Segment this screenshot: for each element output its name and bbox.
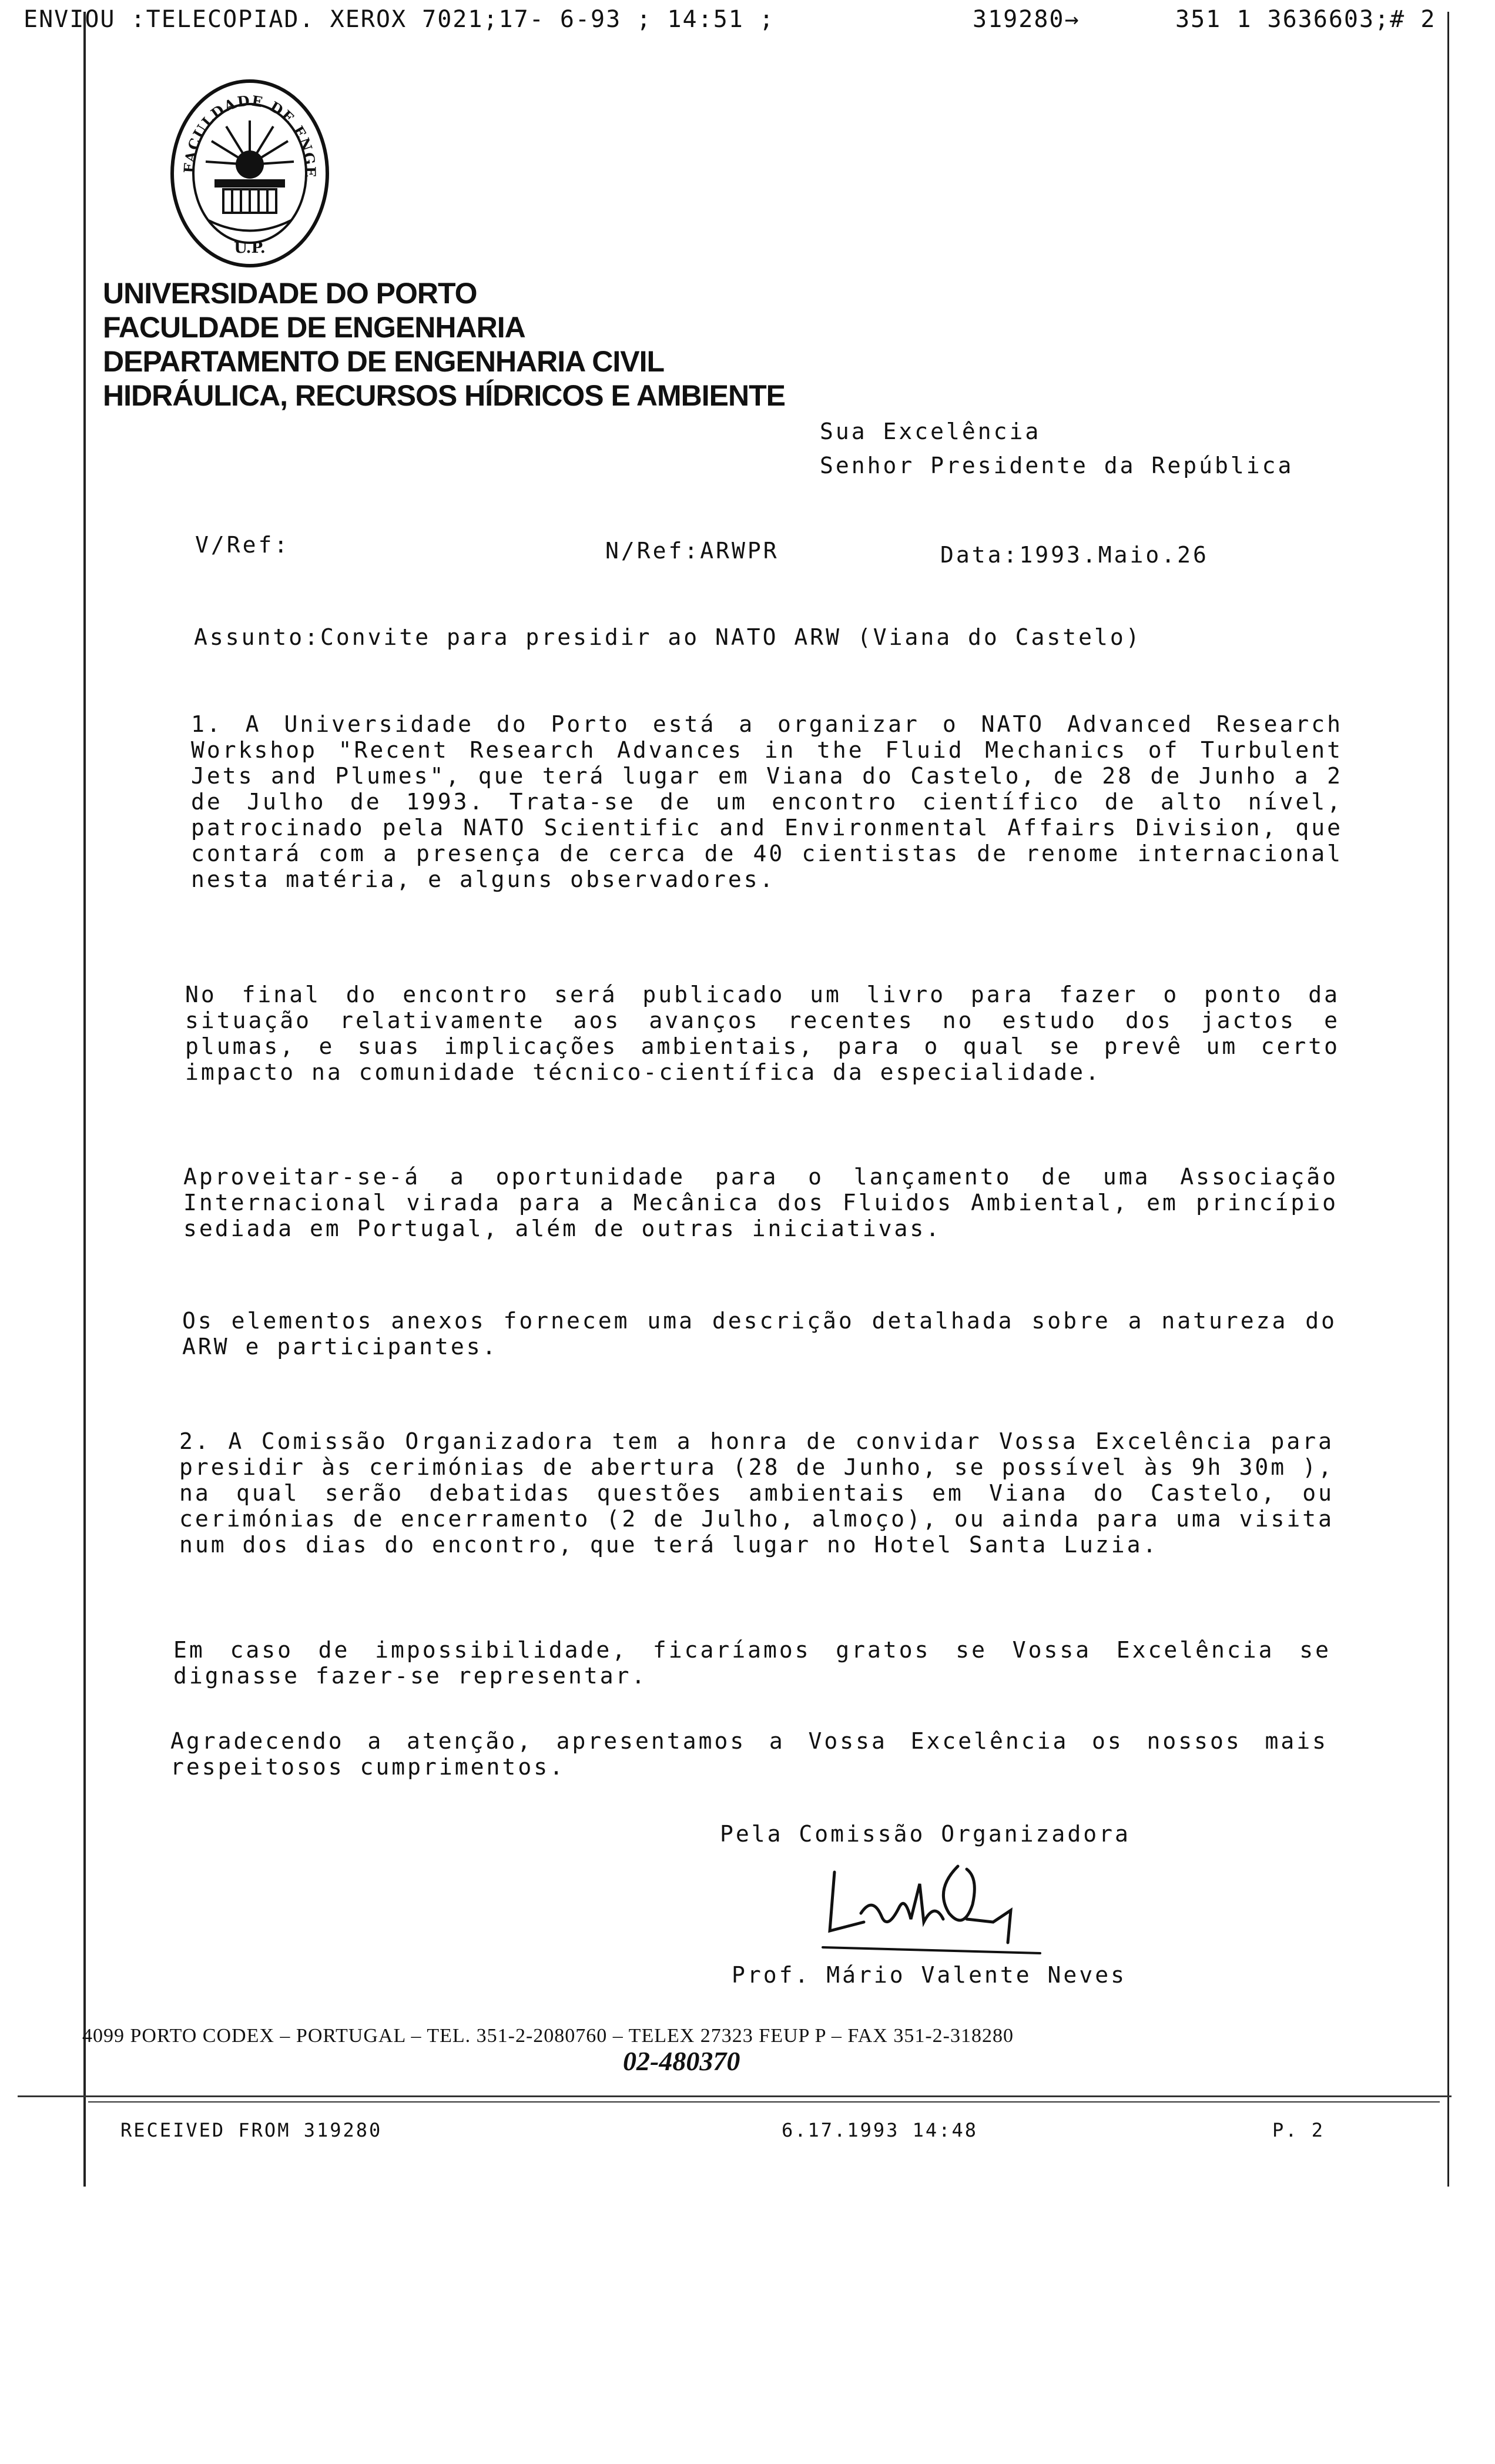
received-top-rule <box>18 2095 1452 2097</box>
footer-address: 4099 PORTO CODEX – PORTUGAL – TEL. 351-2-2080760 – TELEX 27323 FEUP P – FAX 351-2-318280 <box>82 2025 1014 2047</box>
received-top-rule-2 <box>88 2101 1440 2103</box>
closing-line: Pela Comissão Organizadora <box>720 1821 1131 1847</box>
fax-header <box>24 6 1463 41</box>
n-ref: N/Ref:ARWPR <box>605 538 779 564</box>
body-paragraph-7: Agradecendo a atenção, apresentamos a Vossa Excelência os nossos mais respeitosos cumprimentos. <box>170 1728 1328 1780</box>
body-paragraph-3: Aproveitar-se-á a oportunidade para o lançamento de uma Associação Internacional virada para a Mecânica dos Fluidos Ambiental, em princípio sediada em Portugal, além de outras iniciativas. <box>183 1164 1338 1241</box>
university-seal-icon <box>167 76 332 270</box>
letter-date: Data:1993.Maio.26 <box>940 542 1209 568</box>
institution-faculty: FACULDADE DE ENGENHARIA <box>103 311 525 344</box>
institution-section: HIDRÁULICA, RECURSOS HÍDRICOS E AMBIENTE <box>103 379 785 412</box>
signatory-name: Prof. Mário Valente Neves <box>732 1962 1127 1988</box>
received-from: RECEIVED FROM 319280 <box>120 2119 383 2141</box>
institution-department: DEPARTAMENTO DE ENGENHARIA CIVIL <box>103 345 665 378</box>
received-datetime: 6.17.1993 14:48 <box>782 2119 978 2141</box>
body-paragraph-2: No final do encontro será publicado um livro para fazer o ponto da situação relativamente aos avanços recentes no estudo dos jactos e plumas, e suas implicações ambientais, para o qual se prevê um certo impacto na comunidade técnico-científica da especialidade. <box>185 982 1340 1085</box>
v-ref: V/Ref: <box>195 532 290 558</box>
recipient-line-1: Sua Excelência <box>820 419 1041 444</box>
fax-sender-info: ENVIOU :TELECOPIAD. XEROX 7021;17- 6-93 ; 14:51 ; <box>24 6 775 33</box>
received-page: P. 2 <box>1272 2119 1325 2141</box>
signature <box>817 1849 1064 1957</box>
fax-from-number: 319280→ <box>973 6 1080 33</box>
received-bar <box>0 2095 1457 2148</box>
fax-to-number: 351 1 3636603;# 2 <box>1175 6 1436 33</box>
institution-university: UNIVERSIDADE DO PORTO <box>103 277 477 310</box>
handwritten-fax-number: 02-480370 <box>623 2046 740 2076</box>
seal-ring-text: FACULDADE DE ENGE <box>180 92 320 179</box>
left-edge-line <box>83 12 86 2187</box>
recipient-line-2: Senhor Presidente da República <box>820 453 1294 478</box>
seal-bottom-text: U.P. <box>234 239 266 257</box>
institution-header <box>103 276 785 413</box>
body-paragraph-6: Em caso de impossibilidade, ficaríamos gratos se Vossa Excelência se dignasse fazer-se representar. <box>173 1637 1331 1689</box>
body-paragraph-5: 2. A Comissão Organizadora tem a honra de convidar Vossa Excelência para presidir às cerimónias de abertura (28 de Junho, se possível às 9h 30m ), na qual serão debatidas questões ambientais em Viana do Castelo, ou cerimónias de encerramento (2 de Julho, almoço), ou ainda para uma visita num dos dias do encontro, que terá lugar no Hotel Santa Luzia. <box>179 1428 1334 1558</box>
body-paragraph-4: Os elementos anexos fornecem uma descrição detalhada sobre a natureza do ARW e participantes. <box>182 1308 1337 1360</box>
subject-line: Assunto:Convite para presidir ao NATO ARW (Viana do Castelo) <box>194 624 1142 650</box>
right-edge-line <box>1447 12 1449 2187</box>
body-paragraph-1: 1. A Universidade do Porto está a organizar o NATO Advanced Research Workshop "Recent Research Advances in the Fluid Mechanics of Turbulent Jets and Plumes", que terá lugar em Viana do Castelo, de 28 de Junho a 2 de Julho de 1993. Trata-se de um encontro científico de alto nível, patrocinado pela NATO Scientific and Environmental Affairs Division, que contará com a presença de cerca de 40 cientistas de renome internacional nesta matéria, e alguns observadores. <box>191 711 1343 892</box>
